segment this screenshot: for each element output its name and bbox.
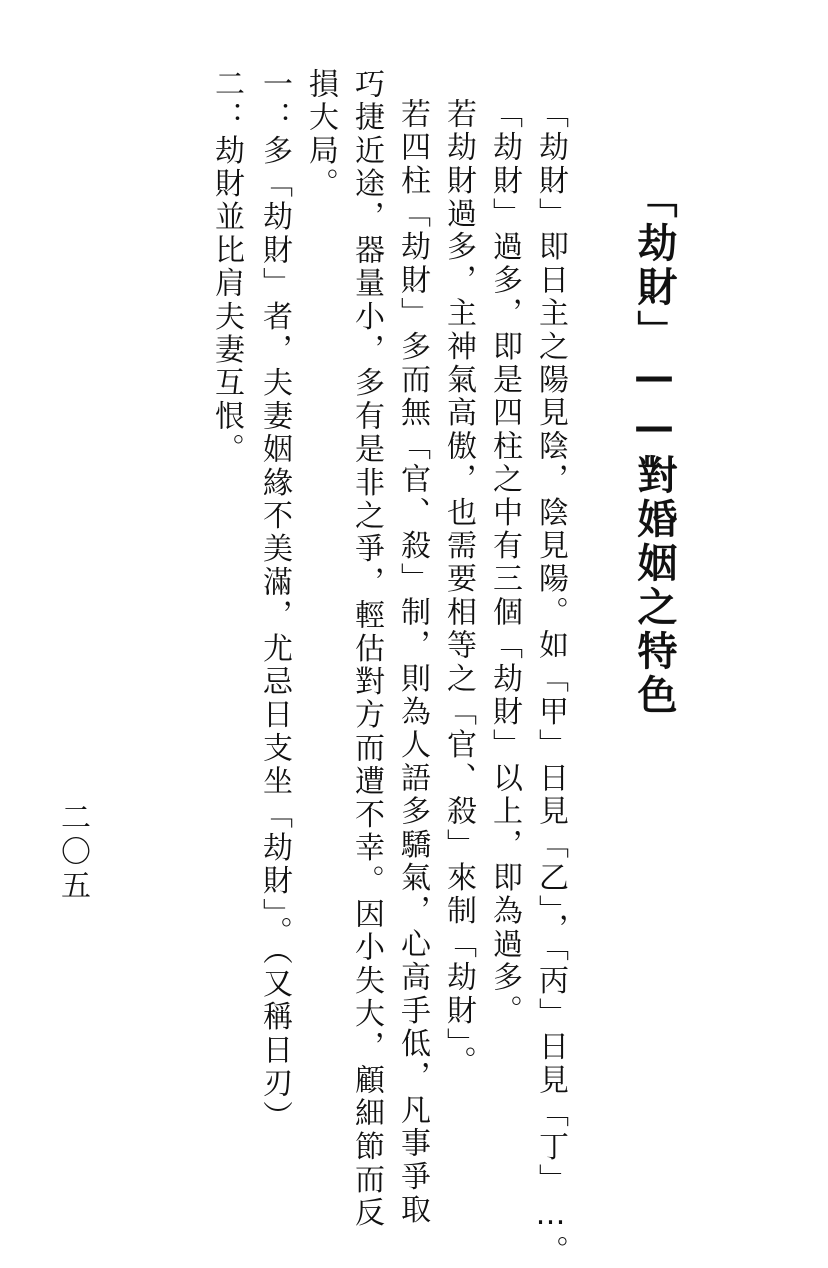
text-line-3: 若劫財過多，主神氣高傲，也需要相等之「官、殺」來制「劫財」。 (441, 98, 476, 1079)
text-line-2: 「劫財」過多，即是四柱之中有三個「劫財」以上，即為過多。 (487, 98, 522, 1028)
text-line-1: 「劫財」即日主之陽見陰，陰見陽。如「甲」日見「乙」，「丙」日見「丁」…。 (533, 98, 568, 1268)
page-title: 「劫財」——對婚姻之特色 (631, 178, 677, 718)
text-line-6: 損大局。 (303, 68, 338, 201)
text-line-8: 二：劫財並比肩夫妻互恨。 (209, 68, 244, 467)
text-line-7: 一：多「劫財」者，夫妻姻緣不美滿，尤忌日支坐「劫財」。（又稱日刃） (257, 68, 292, 1134)
text-line-5: 巧捷近途，器量小，多有是非之爭，輕估對方而遭不幸。因小失大，顧細節而反 (349, 68, 384, 1230)
text-line-4: 若四柱「劫財」多而無「官、殺」制，則為人語多驕氣，心高手低，凡事爭取 (395, 98, 430, 1227)
page-number: 二〇五 (61, 801, 91, 904)
